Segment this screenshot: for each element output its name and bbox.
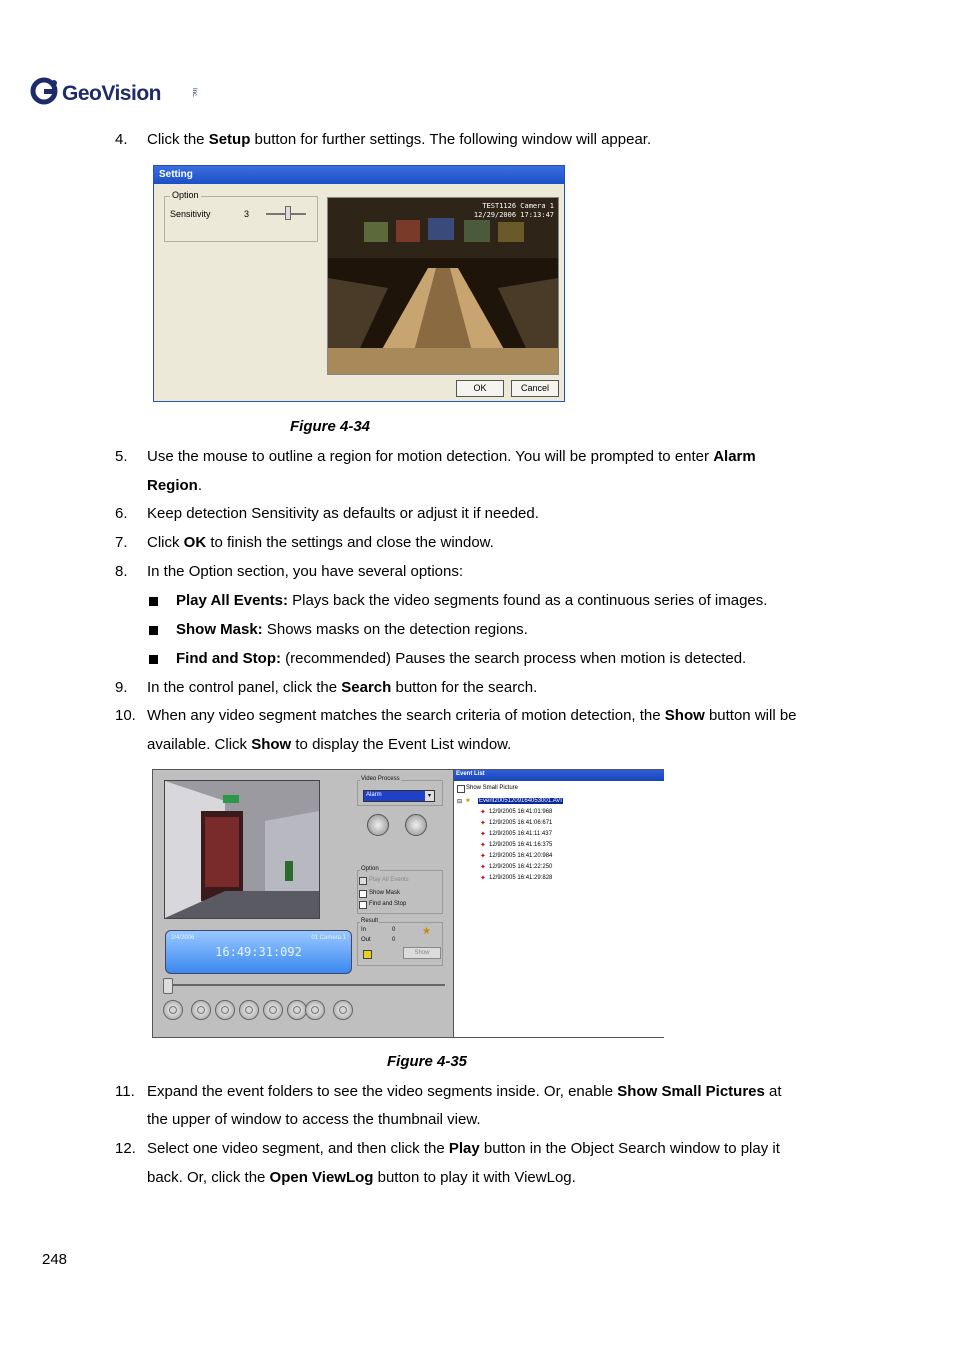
step-number: 9. (115, 679, 128, 696)
bullet-square-icon (149, 626, 158, 635)
event-runner-icon: ✦ (480, 853, 486, 860)
step-number: 7. (115, 534, 128, 551)
show-small-picture-checkbox[interactable] (457, 785, 465, 793)
camera-view-office[interactable] (164, 780, 320, 919)
option-legend: Option (172, 190, 199, 200)
station-scene-image (328, 198, 558, 374)
event-item[interactable]: 12/9/2005 16:41:16:375 (489, 842, 553, 848)
step-text: In the control panel, click the Search button for the search. (147, 679, 538, 696)
figure-4-35-caption: Figure 4-35 (387, 1053, 468, 1070)
cancel-button[interactable]: Cancel (511, 380, 559, 397)
open-viewlog-button[interactable] (405, 814, 427, 836)
lcd-date: 2/4/2006 (171, 935, 195, 941)
event-list-title: Event List (456, 771, 485, 777)
in-value: 0 (392, 927, 396, 933)
show-button[interactable]: Show (403, 947, 441, 959)
step-text: Expand the event folders to see the video segments inside. Or, enable Show Small Pictures at (147, 1083, 782, 1100)
step-number: 6. (115, 505, 128, 522)
event-runner-icon: ✦ (480, 820, 486, 827)
event-item[interactable]: 12/9/2005 16:41:11:437 (489, 831, 552, 837)
event-runner-icon: ✦ (480, 875, 486, 882)
lcd-time: 16:49:31:092 (215, 945, 302, 959)
event-list-panel (453, 770, 664, 1037)
tree-collapse-icon[interactable]: ⊟ (457, 799, 463, 805)
step-text: Click the Setup button for further settings. The following window will appear. (147, 131, 652, 148)
camera-osd: TEST1126 Camera 1 12/29/2006 17:13:47 (473, 202, 554, 219)
logo-text: GeoVision (62, 82, 161, 105)
setting-title: Setting (159, 169, 193, 180)
step-number: 5. (115, 448, 128, 465)
setting-window-screenshot (153, 165, 565, 402)
event-folder-item[interactable]: Event20051209164053001.AVI (479, 798, 562, 804)
sensitivity-slider-thumb[interactable] (285, 206, 291, 220)
step-text: Keep detection Sensitivity as defaults or adjust it if needed. (147, 505, 539, 522)
dropdown-arrow-icon: ▾ (425, 791, 434, 801)
step-number: 10. (115, 707, 136, 724)
folder-icon: ■ (466, 798, 470, 804)
previous-button[interactable] (263, 1000, 283, 1020)
event-item[interactable]: 12/9/2005 16:41:20:984 (489, 853, 553, 859)
setup-button[interactable] (333, 1000, 353, 1020)
page-number: 248 (42, 1251, 68, 1268)
logo-tm: Inc. (191, 88, 197, 98)
figure-4-34-caption: Figure 4-34 (290, 418, 371, 435)
out-label: Out (361, 937, 371, 943)
bullet-square-icon (149, 655, 158, 664)
step-text: Click OK to finish the settings and close the window. (147, 534, 494, 551)
lcd-camera: 01 Camera 1 (311, 935, 346, 941)
step-number: 4. (115, 131, 128, 148)
event-runner-icon: ✦ (480, 842, 486, 849)
step-number: 11. (115, 1083, 135, 1100)
event-item[interactable]: 12/9/2005 16:41:06:671 (489, 820, 553, 826)
playback-track[interactable] (165, 984, 445, 986)
video-process-label: Video Process (361, 776, 400, 782)
step-text: Select one video segment, and then click the Play button in the Object Search window to play it (147, 1140, 780, 1157)
option-label: Option (361, 866, 379, 872)
step-number: 12. (115, 1140, 136, 1157)
step-12-continued: back. Or, click the Open ViewLog button to play it with ViewLog. (147, 1169, 576, 1186)
event-runner-icon: ✦ (480, 831, 486, 838)
step-number: 8. (115, 563, 128, 580)
show-mask-label: Show Mask (369, 890, 401, 896)
search-tools-button[interactable] (367, 814, 389, 836)
object-search-screenshot (152, 769, 664, 1038)
show-small-picture-label: Show Small Picture (466, 785, 519, 791)
geovision-logo-icon (30, 74, 64, 108)
zoom-button[interactable] (191, 1000, 211, 1020)
step-11-continued: the upper of window to access the thumbnail view. (147, 1111, 481, 1128)
event-item[interactable]: 12/9/2005 16:41:01:968 (489, 809, 553, 815)
in-label: In (361, 927, 367, 933)
event-runner-icon: ✦ (480, 809, 486, 816)
sensitivity-value: 3 (244, 209, 250, 219)
step-text: In the Option section, you have several options: (147, 563, 464, 580)
help-icon[interactable] (363, 950, 372, 959)
show-mask-checkbox[interactable] (359, 890, 367, 898)
time-display (165, 930, 352, 974)
find-and-stop-checkbox[interactable] (359, 901, 367, 909)
camera-view-station[interactable] (327, 197, 559, 375)
event-list-titlebar (454, 770, 664, 781)
stop-button[interactable] (239, 1000, 259, 1020)
event-item[interactable]: 12/9/2005 16:41:29:828 (489, 875, 553, 881)
speed-button[interactable] (305, 1000, 325, 1020)
setting-titlebar (154, 166, 564, 184)
event-runner-icon: ✦ (480, 864, 486, 871)
step-text: When any video segment matches the search criteria of motion detection, the Show button will be (147, 707, 797, 724)
video-process-select[interactable]: Alarm ▾ (363, 790, 435, 802)
sensitivity-label: Sensitivity (170, 209, 211, 219)
result-label: Result (361, 918, 379, 924)
power-button[interactable] (163, 1000, 183, 1020)
step-text: Use the mouse to outline a region for motion detection. You will be prompted to enter Alarm (147, 448, 756, 465)
ok-button[interactable]: OK (456, 380, 504, 397)
out-value: 0 (392, 937, 396, 943)
event-item[interactable]: 12/9/2005 16:41:22:250 (489, 864, 553, 870)
playback-thumb[interactable] (163, 978, 173, 994)
play-all-events-checkbox[interactable] (359, 877, 367, 885)
play-all-events-label: Play All Events (369, 877, 409, 883)
step-10-continued: available. Click Show to display the Event List window. (147, 736, 512, 753)
office-scene-image (165, 781, 319, 918)
play-button[interactable] (215, 1000, 235, 1020)
step-5-continued: Region. (147, 477, 203, 494)
bullet-square-icon (149, 597, 158, 606)
motion-runner-icon: ★ (422, 926, 431, 937)
option-group (164, 196, 318, 242)
geovision-logo (30, 74, 197, 110)
find-and-stop-label: Find and Stop (369, 901, 407, 907)
next-button[interactable] (287, 1000, 307, 1020)
